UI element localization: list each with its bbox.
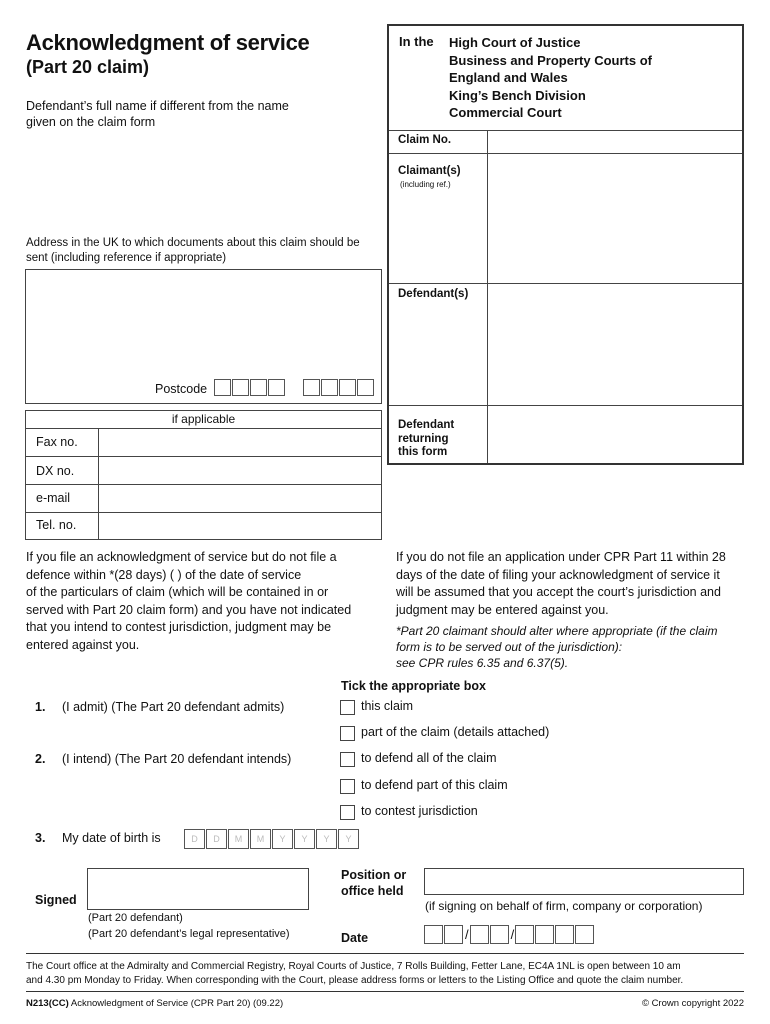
signed-label: Signed (35, 893, 77, 907)
postcode-cells[interactable] (214, 379, 375, 397)
address-field[interactable] (25, 269, 382, 404)
item-1-label: (I admit) (The Part 20 defendant admits) (62, 700, 285, 714)
defendant-returning-field[interactable] (489, 406, 742, 463)
dx-field[interactable] (99, 457, 382, 484)
address-label: Address in the UK to which documents about this claim should be sent (including reference if appropriate) (26, 237, 360, 264)
item-2-label: (I intend) (The Part 20 defendant intends) (62, 752, 292, 766)
notice-right: If you do not file an application under CPR Part 11 within 28 days of the date of filing your acknowledgment of service it will be assumed that you accept the court’s jurisdiction and judgment may be entered against you. (396, 550, 726, 617)
email-field[interactable] (99, 485, 382, 512)
form-code: N213(CC) Acknowledgment of Service (CPR Part 20) (09.22) (26, 998, 284, 1009)
item-3-number: 3. (35, 831, 46, 845)
item-1-number: 1. (35, 700, 46, 714)
fax-field[interactable] (99, 429, 382, 456)
footer-note: The Court office at the Admiralty and Commercial Registry, Royal Courts of Justice, 7 Rolls Building, Fetter Lane, EC4A 1NL is open between 10 am and 4.30 pm Monday to Friday. When corresponding with the Court, please address forms or letters to the Listing Office and quote the claim number. (26, 961, 684, 986)
dob-cell[interactable]: D (184, 829, 205, 849)
dob-cell[interactable]: M (250, 829, 271, 849)
dob-field[interactable] (184, 829, 360, 849)
copyright: © Crown copyright 2022 (641, 998, 744, 1009)
dob-cell[interactable]: D (206, 829, 227, 849)
tick-header: Tick the appropriate box (341, 679, 486, 693)
defendant-name-label: Defendant’s full name if different from the name given on the claim form (26, 99, 289, 129)
position-field[interactable] (424, 868, 744, 895)
option-defend-all: to defend all of the claim (361, 751, 497, 765)
defendants-label: Defendant(s) (398, 288, 469, 300)
option-defend-part: to defend part of this claim (361, 778, 508, 792)
checkbox-contest-jurisdiction[interactable] (340, 805, 355, 820)
checkbox-defend-part[interactable] (340, 779, 355, 794)
claim-no-field[interactable] (489, 131, 742, 152)
email-label: e-mail (36, 491, 71, 505)
if-applicable-label: if applicable (171, 412, 236, 426)
footer-divider-2 (26, 991, 744, 992)
defendants-field[interactable] (489, 284, 742, 404)
dob-cell[interactable]: Y (272, 829, 293, 849)
fax-label: Fax no. (36, 435, 78, 449)
checkbox-defend-all[interactable] (340, 752, 355, 767)
position-note: (if signing on behalf of firm, company or corporation) (425, 899, 703, 913)
date-separator: / (510, 926, 515, 942)
tel-field[interactable] (99, 513, 382, 540)
option-this-claim: this claim (361, 699, 414, 713)
claimants-note: (including ref.) (400, 180, 451, 189)
postcode-label: Postcode (155, 382, 208, 396)
checkbox-this-claim[interactable] (340, 700, 355, 715)
footer-divider (26, 953, 744, 954)
court-name: High Court of Justice Business and Property Courts of England and Wales King’s Bench Division Commercial Court (449, 35, 652, 120)
notice-left: If you file an acknowledgment of service but do not file a defence within *(28 days) ( ) of the date of service of the particulars of claim (which will be contained in or served with Part 20 claim form) and you have not indicated that you intend to contest jurisdiction, judgment may be entered against you. (26, 550, 352, 652)
tel-label: Tel. no. (36, 518, 77, 532)
date-field[interactable] (424, 925, 595, 944)
claimants-label: Claimant(s) (398, 165, 461, 177)
signature-field[interactable] (87, 868, 309, 910)
item-3-label: My date of birth is (62, 831, 161, 845)
dob-cell[interactable]: M (228, 829, 249, 849)
option-contest-jurisdiction: to contest jurisdiction (361, 804, 478, 818)
notice-italic: *Part 20 claimant should alter where appropriate (if the claim form is to be served out of the jurisdiction): see CPR rules 6.35 and 6.37(5). (396, 624, 718, 670)
date-label: Date (341, 931, 369, 945)
checkbox-part-of-claim[interactable] (340, 726, 355, 741)
dx-label: DX no. (36, 464, 75, 478)
item-2-number: 2. (35, 752, 46, 766)
form-subtitle: (Part 20 claim) (26, 57, 150, 77)
signer-role: (Part 20 defendant) (Part 20 defendant’s legal representative) (88, 912, 290, 940)
dob-cell[interactable]: Y (294, 829, 315, 849)
date-separator: / (465, 926, 469, 942)
claimants-field[interactable] (489, 154, 742, 282)
position-label: Position or office held (341, 868, 407, 898)
contact-table (25, 410, 382, 540)
option-part-of-claim: part of the claim (details attached) (361, 725, 550, 739)
claim-no-label: Claim No. (398, 134, 452, 146)
in-the-label: In the (399, 34, 434, 49)
court-details-box (387, 24, 744, 465)
defendant-returning-label: Defendant returning this form (398, 419, 455, 458)
dob-cell[interactable]: Y (316, 829, 337, 849)
dob-cell[interactable]: Y (338, 829, 359, 849)
form-title: Acknowledgment of service (26, 30, 310, 55)
